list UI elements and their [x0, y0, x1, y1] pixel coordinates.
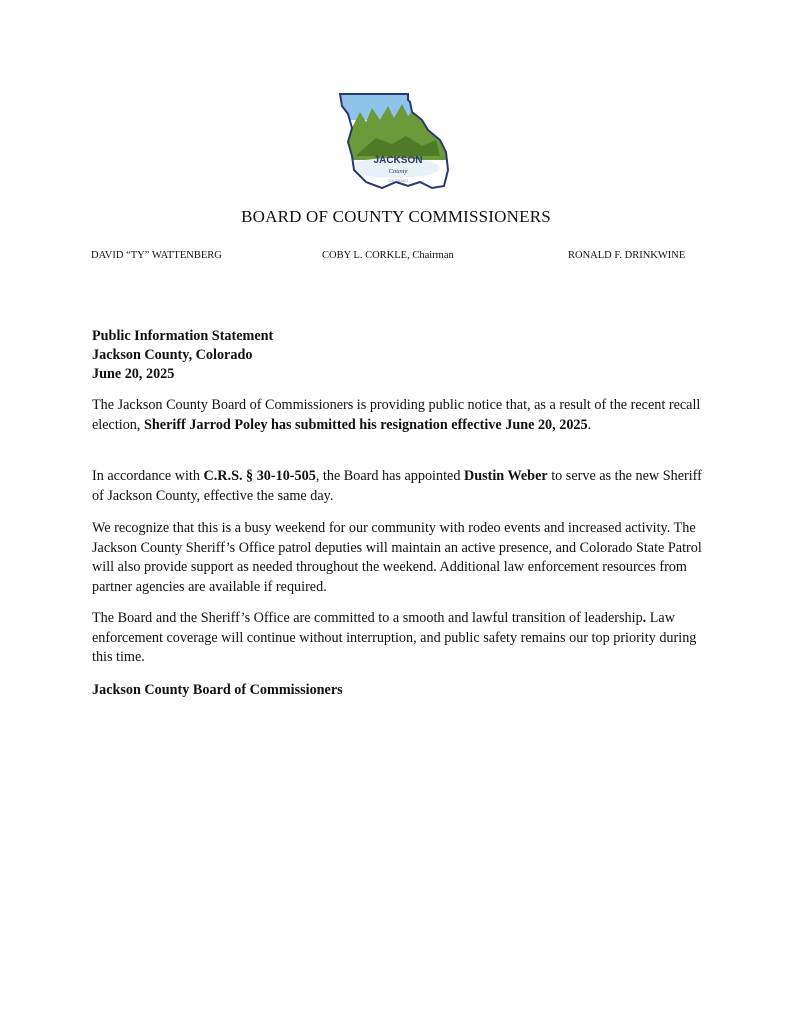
county-map-logo-icon — [336, 90, 458, 194]
statement-heading — [92, 327, 273, 384]
p4-bold-period: . — [642, 610, 647, 626]
commissioner-wattenberg: DAVID “TY” WATTENBERG — [91, 250, 222, 261]
p2-bold-statute: C.R.S. § 30-10-505 — [203, 468, 316, 484]
p2-text-c: , the Board has appointed — [315, 468, 464, 484]
paragraph-resignation — [92, 396, 702, 435]
jackson-county-logo — [336, 90, 458, 194]
statement-location: Jackson County, Colorado — [92, 347, 253, 363]
commissioner-corkle: COBY L. CORKLE, Chairman — [322, 250, 454, 261]
p1-text-a: The Jackson County Board of Commissioners is providing public notice that, as a result of the recent recall election, — [92, 397, 701, 433]
paragraph-weekend-coverage: We recognize that this is a busy weekend for our community with rodeo events and increased activity. The Jackson County Sheriff’s Office patrol deputies will maintain an active presence, and Colorado State Patrol will also provide support as needed throughout the weekend. Additional law enforcement resources from partner agencies are available if required. — [92, 520, 702, 595]
p2-bold-appointee: Dustin Weber — [463, 468, 548, 484]
commissioner-drinkwine: RONALD F. DRINKWINE — [568, 250, 686, 261]
p4-text-c: Law enforcement coverage will continue without interruption, and public safety remains our top priority during this time. — [92, 610, 697, 665]
logo-name: JACKSON — [373, 155, 423, 166]
p2-text-e: to serve as the new Sheriff of Jackson County, effective the same day. — [92, 468, 702, 504]
board-title: BOARD OF COUNTY COMMISSIONERS — [241, 207, 551, 226]
p4-text-a: The Board and the Sheriff’s Office are committed to a smooth and lawful transition of leadership — [92, 610, 643, 626]
statement-date: June 20, 2025 — [92, 366, 175, 382]
logo-subtitle: County — [388, 168, 408, 175]
logo-small-text: COLORADO — [387, 179, 409, 183]
p1-text-c: . — [587, 416, 592, 433]
statement-title: Public Information Statement — [92, 328, 274, 344]
p1-bold-resignation: Sheriff Jarrod Poley has submitted his resignation effective June 20, 2025 — [144, 416, 588, 433]
paragraph-appointment — [92, 467, 702, 506]
p2-text-a: In accordance with — [92, 468, 204, 484]
paragraph-transition — [92, 609, 702, 668]
signoff: Jackson County Board of Commissioners — [92, 682, 343, 698]
